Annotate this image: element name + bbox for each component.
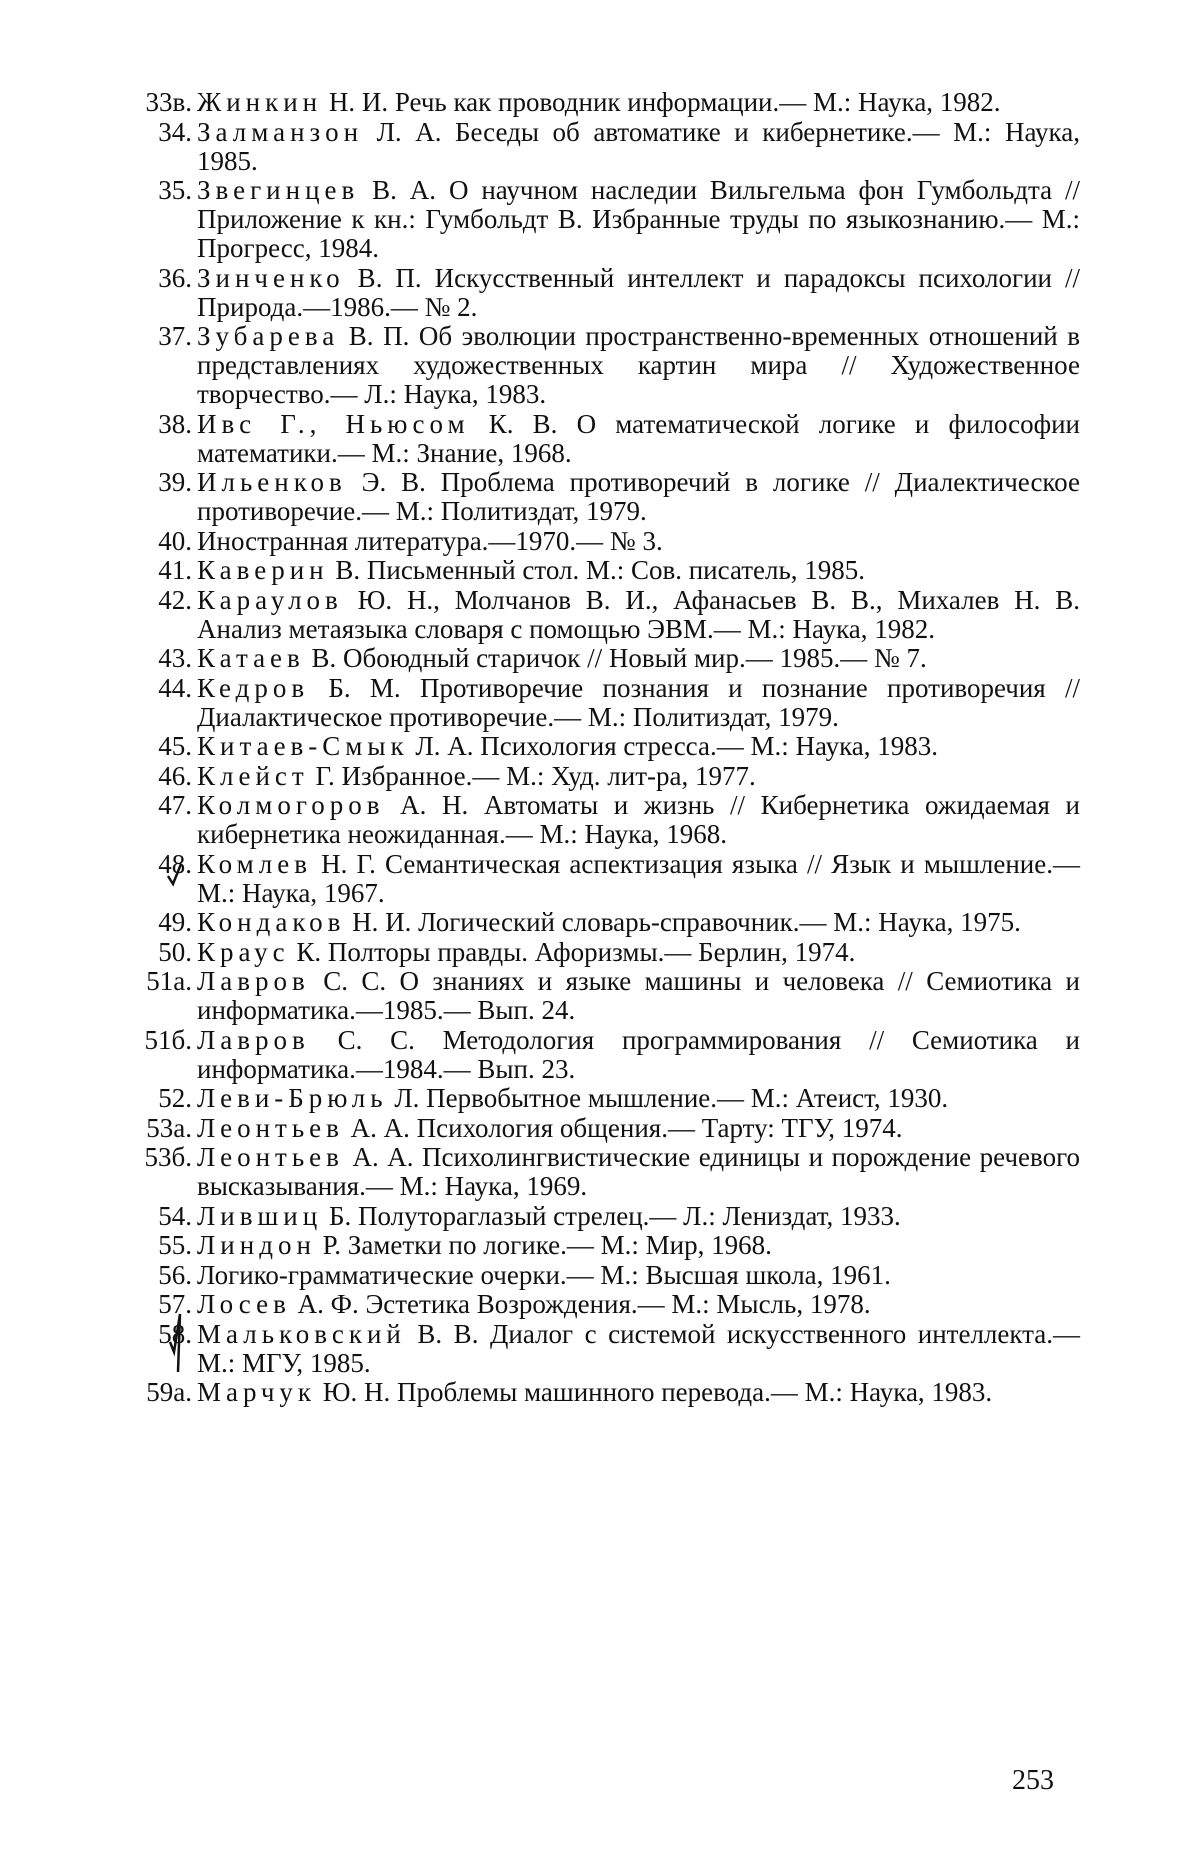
bibliography-entry bbox=[120, 322, 1080, 409]
entry-body bbox=[197, 674, 1080, 732]
entry-text: Л. Первобытное мышление.— М.: Атеист, 1930. bbox=[387, 1083, 949, 1113]
bibliography-entry bbox=[120, 791, 1080, 849]
entry-number: 56. bbox=[158, 1259, 192, 1290]
entry-number: 48. bbox=[158, 848, 192, 879]
entry-body bbox=[197, 176, 1080, 263]
entry-body bbox=[197, 644, 1080, 673]
bibliography-entry bbox=[120, 176, 1080, 263]
entry-author: Китаев-Смык bbox=[197, 731, 409, 761]
bibliography-entry bbox=[120, 586, 1080, 644]
entry-text: Ю. Н. Проблемы машинного перевода.— М.: Наука, 1983. bbox=[316, 1377, 993, 1407]
bibliography-entry bbox=[120, 527, 1080, 556]
entry-body bbox=[197, 527, 1080, 556]
entry-body bbox=[197, 732, 1080, 761]
entry-number: 33в. bbox=[145, 87, 192, 117]
entry-number: 49. bbox=[158, 907, 192, 937]
entry-author: Лавров bbox=[197, 1024, 310, 1055]
entry-number: 34. bbox=[158, 116, 192, 147]
bibliography-entry bbox=[120, 908, 1080, 937]
bibliography-entry bbox=[120, 1231, 1080, 1260]
entry-text: С. С. Методология программирования // Семиотика и информатика.—1984.— Вып. 23. bbox=[197, 1024, 1080, 1084]
entry-number: 57. bbox=[158, 1289, 192, 1319]
entry-body bbox=[197, 1114, 1080, 1143]
bibliography-entry bbox=[120, 1026, 1080, 1084]
entry-body bbox=[197, 908, 1080, 937]
entry-author: Лившиц bbox=[197, 1200, 323, 1231]
entry-body bbox=[197, 1320, 1080, 1378]
entry-text: В. Обоюдный старичок // Новый мир.— 1985.— № 7. bbox=[304, 643, 927, 673]
entry-text: К. В. О математической логике и философии математики.— М.: Знание, 1968. bbox=[197, 408, 1080, 468]
entry-number: 50. bbox=[158, 936, 192, 967]
entry-body bbox=[197, 556, 1080, 585]
bibliography-entry bbox=[120, 264, 1080, 322]
entry-author: Зубарева bbox=[197, 321, 340, 351]
entry-number: 40. bbox=[158, 525, 192, 556]
entry-number: 35. bbox=[158, 175, 192, 205]
entry-text: Р. Заметки по логике.— М.: Мир, 1968. bbox=[315, 1230, 772, 1260]
bibliography-entry bbox=[120, 938, 1080, 967]
entry-body bbox=[197, 791, 1080, 849]
entry-text: Ю. Н., Молчанов В. И., Афанасьев В. В., Михалев Н. В. Анализ метаязыка словаря с помощью ЭВМ.— М.: Наука, 1982. bbox=[197, 584, 1080, 644]
entry-author: Комлев bbox=[197, 848, 312, 879]
entry-text: Иностранная литература.—1970.— № 3. bbox=[197, 525, 663, 556]
entry-text: Н. Г. Семантическая аспектизация языка // Язык и мышление.— М.: Наука, 1967. bbox=[197, 848, 1080, 908]
entry-number: 37. bbox=[158, 321, 192, 351]
entry-body bbox=[197, 1026, 1080, 1084]
entry-body bbox=[197, 967, 1080, 1025]
entry-body bbox=[197, 938, 1080, 967]
entry-text: Б. Полутораглазый стрелец.— Л.: Лениздат, 1933. bbox=[322, 1200, 901, 1231]
entry-body bbox=[197, 468, 1080, 526]
entry-number: 53а. bbox=[146, 1112, 192, 1143]
bibliography-entry bbox=[120, 1378, 1080, 1407]
bibliography-entry bbox=[120, 1261, 1080, 1290]
entry-author: Жинкин bbox=[197, 87, 323, 117]
entry-text: Э. В. Проблема противоречий в логике // Диалектическое противоречие.— М.: Политиздат, 1979. bbox=[197, 467, 1080, 526]
bibliography-entry bbox=[120, 967, 1080, 1025]
entry-number: 47. bbox=[158, 790, 192, 820]
entry-author: Леонтьев bbox=[197, 1142, 344, 1172]
entry-author: Марчук bbox=[197, 1377, 317, 1407]
bibliography-entry bbox=[120, 1320, 1080, 1378]
bibliography-entry bbox=[120, 1084, 1080, 1113]
entry-author: Кондаков bbox=[197, 907, 346, 937]
entry-author: Зинченко bbox=[197, 262, 345, 293]
entry-number: 55. bbox=[158, 1230, 192, 1260]
entry-author: Лосев bbox=[197, 1289, 291, 1319]
entry-body bbox=[197, 118, 1080, 176]
entry-number: 54. bbox=[158, 1200, 192, 1231]
entry-author: Краус bbox=[197, 936, 290, 967]
entry-body bbox=[197, 88, 1080, 117]
entry-number: 58. bbox=[158, 1318, 192, 1349]
entry-body bbox=[197, 322, 1080, 409]
entry-text: Н. И. Речь как проводник информации.— М.: Наука, 1982. bbox=[322, 87, 1001, 117]
entry-author: Леви-Брюль bbox=[197, 1083, 388, 1113]
entry-number: 45. bbox=[158, 731, 192, 761]
entry-text: А. А. Психолингвистические единицы и порождение речевого высказывания.— М.: Наука, 1969. bbox=[197, 1142, 1080, 1201]
entry-number: 44. bbox=[158, 672, 192, 703]
entry-number: 52. bbox=[158, 1083, 192, 1113]
entry-number: 59а. bbox=[146, 1377, 192, 1407]
entry-number: 51а. bbox=[146, 966, 192, 996]
entry-text: А. Ф. Эстетика Возрождения.— М.: Мысль, 1978. bbox=[290, 1289, 871, 1319]
entry-author: Лавров bbox=[197, 966, 310, 996]
entry-text: К. Полторы правды. Афоризмы.— Берлин, 1974. bbox=[289, 936, 856, 967]
bibliography-entry bbox=[120, 732, 1080, 761]
entry-body bbox=[197, 762, 1080, 791]
entry-body bbox=[197, 264, 1080, 322]
entry-body bbox=[197, 850, 1080, 908]
bibliography-entry bbox=[120, 644, 1080, 673]
entry-text: В. П. Об эволюции пространственно-временных отношений в представлениях художественных картин мира // Художественное творчество.— Л.: Наука, 1983. bbox=[197, 321, 1080, 409]
entry-author: Леонтьев bbox=[197, 1112, 344, 1143]
entry-text: А. А. Психология общения.— Тарту: ТГУ, 1974. bbox=[343, 1112, 903, 1143]
entry-body bbox=[197, 410, 1080, 468]
entry-author: Клейст bbox=[197, 760, 309, 791]
entry-author: Кедров bbox=[197, 672, 310, 703]
entry-number: 36. bbox=[158, 262, 192, 293]
entry-text: В. Письменный стол. М.: Сов. писатель, 1985. bbox=[328, 555, 866, 585]
entry-text: С. С. О знаниях и языке машины и человека // Семиотика и информатика.—1985.— Вып. 24. bbox=[197, 966, 1080, 1025]
bibliography-list bbox=[120, 88, 1080, 1407]
entry-number: 38. bbox=[158, 408, 192, 439]
entry-body bbox=[197, 1290, 1080, 1319]
entry-text: Б. М. Противоречие познания и познание противоречия // Диалактическое противоречие.— М.: Политиздат, 1979. bbox=[197, 672, 1080, 732]
entry-body bbox=[197, 1202, 1080, 1231]
entry-text: В. П. Искусственный интеллект и парадоксы психологии // Природа.—1986.— № 2. bbox=[197, 262, 1080, 322]
entry-number: 53б. bbox=[144, 1142, 192, 1172]
entry-text: Л. А. Психология стресса.— М.: Наука, 1983. bbox=[408, 731, 939, 761]
page-number: 253 bbox=[1012, 1765, 1054, 1796]
entry-author: Залманзон bbox=[197, 116, 364, 147]
entry-text: В. В. Диалог с системой искусственного интеллекта.— М.: МГУ, 1985. bbox=[197, 1318, 1080, 1378]
bibliography-entry bbox=[120, 88, 1080, 117]
entry-number: 51б. bbox=[144, 1024, 192, 1055]
entry-body bbox=[197, 1143, 1080, 1201]
entry-text: Г. Избранное.— М.: Худ. лит-ра, 1977. bbox=[308, 760, 756, 791]
entry-text: В. А. О научном наследии Вильгельма фон Гумбольдта // Приложение к кн.: Гумбольдт В. Избранные труды по языкознанию.— М.: Прогресс, 1984. bbox=[197, 175, 1080, 263]
entry-body bbox=[197, 1261, 1080, 1290]
check-mark-icon bbox=[168, 1312, 186, 1374]
bibliography-entry bbox=[120, 1143, 1080, 1201]
entry-text: Л. А. Беседы об автоматике и кибернетике.— М.: Наука, 1985. bbox=[197, 116, 1080, 176]
entry-text: Н. И. Логический словарь-справочник.— М.: Наука, 1975. bbox=[345, 907, 1021, 937]
entry-author: Караулов bbox=[197, 584, 343, 615]
entry-author: Катаев bbox=[197, 643, 305, 673]
entry-author: Звегинцев bbox=[197, 175, 360, 205]
entry-number: 41. bbox=[158, 555, 192, 585]
bibliography-entry bbox=[120, 410, 1080, 468]
bibliography-entry bbox=[120, 556, 1080, 585]
entry-author: Каверин bbox=[197, 555, 329, 585]
entry-author: Ивс Г., Ньюсом bbox=[197, 408, 470, 439]
entry-text: Логико-грамматические очерки.— М.: Высшая школа, 1961. bbox=[197, 1259, 891, 1290]
bibliography-entry bbox=[120, 118, 1080, 176]
entry-body bbox=[197, 1084, 1080, 1113]
bibliography-entry bbox=[120, 850, 1080, 908]
bibliography-entry bbox=[120, 468, 1080, 526]
bibliography-entry bbox=[120, 1202, 1080, 1231]
bibliography-entry bbox=[120, 762, 1080, 791]
check-mark-icon bbox=[166, 862, 184, 888]
entry-body bbox=[197, 586, 1080, 644]
entry-text: А. Н. Автоматы и жизнь // Кибернетика ожидаемая и кибернетика неожиданная.— М.: Наука, 1968. bbox=[197, 790, 1080, 849]
entry-number: 39. bbox=[158, 467, 192, 497]
entry-author: Ильенков bbox=[197, 467, 347, 497]
bibliography-entry bbox=[120, 674, 1080, 732]
entry-number: 43. bbox=[158, 643, 192, 673]
bibliography-entry bbox=[120, 1114, 1080, 1143]
entry-author: Линдон bbox=[197, 1230, 316, 1260]
entry-author: Мальковский bbox=[197, 1318, 406, 1349]
entry-number: 46. bbox=[158, 760, 192, 791]
entry-body bbox=[197, 1231, 1080, 1260]
bibliography-entry bbox=[120, 1290, 1080, 1319]
entry-body bbox=[197, 1378, 1080, 1407]
entry-author: Колмогоров bbox=[197, 790, 385, 820]
entry-number: 42. bbox=[158, 584, 192, 615]
